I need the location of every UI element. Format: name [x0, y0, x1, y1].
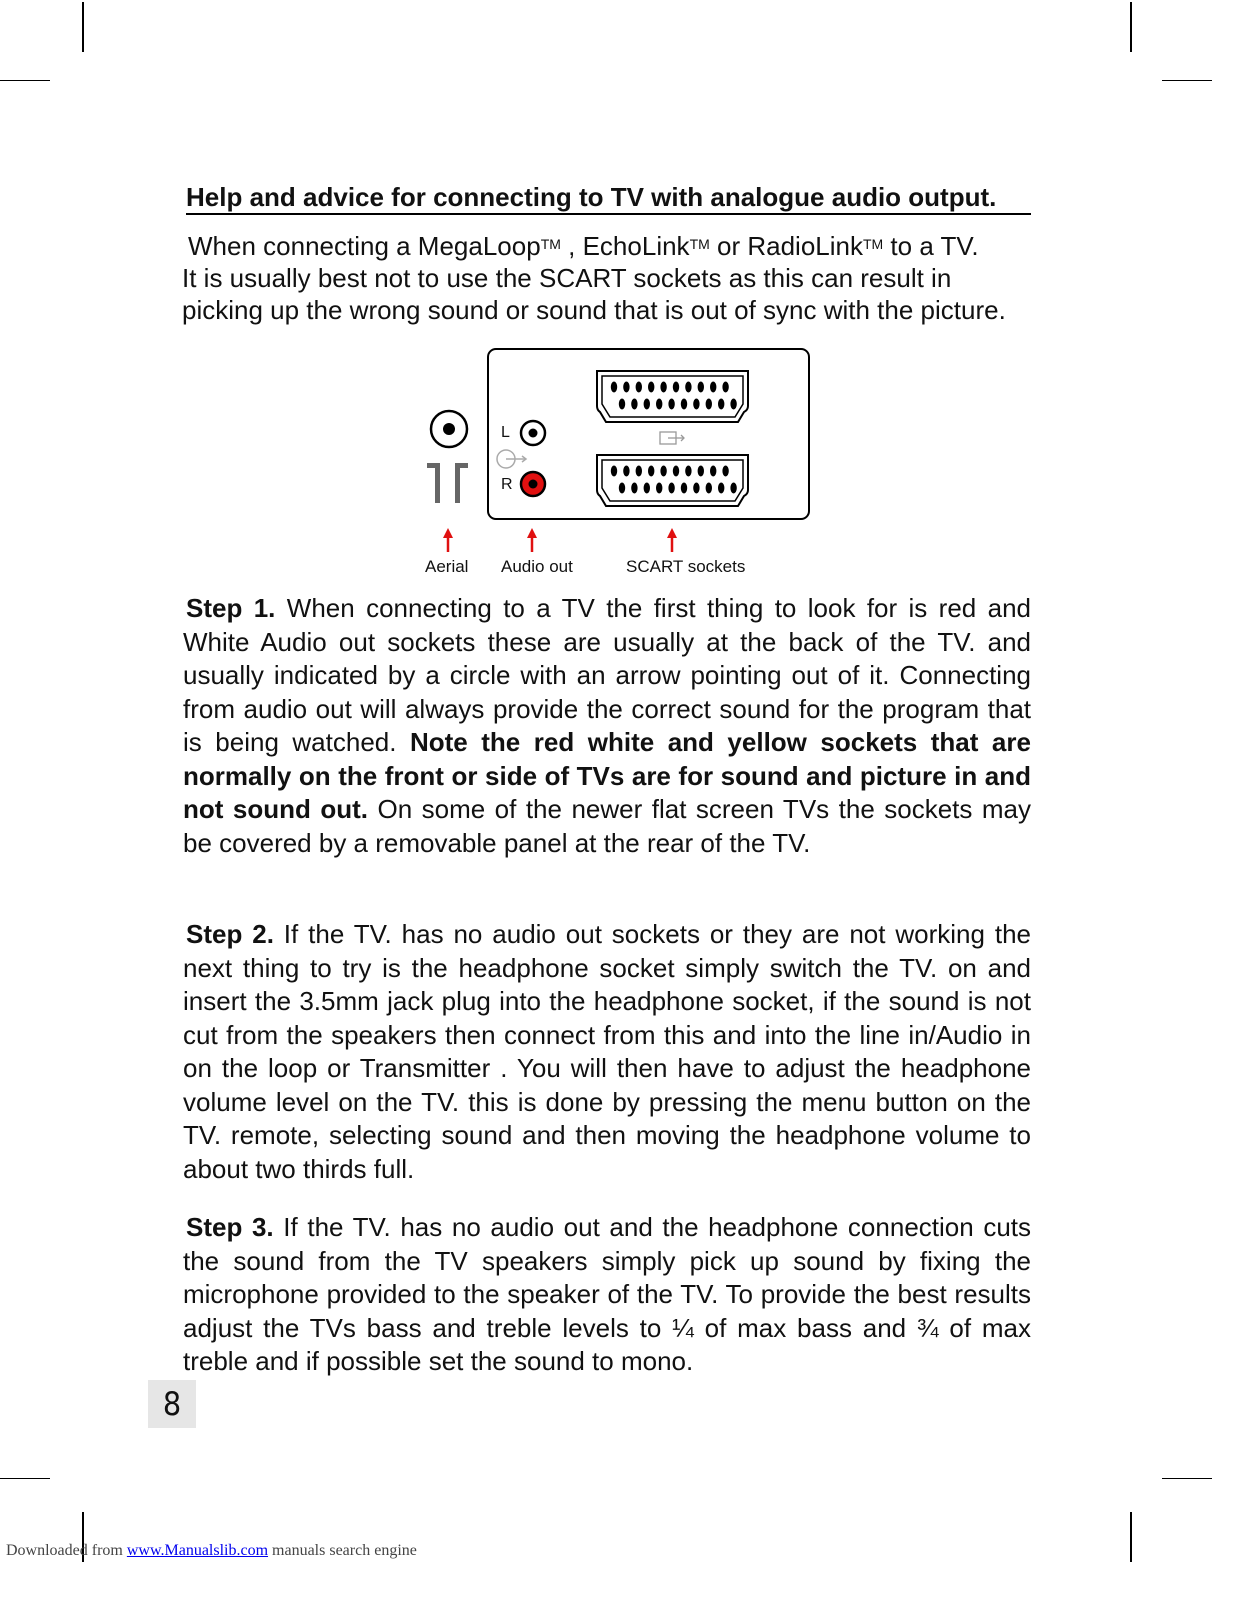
crop-mark [0, 1478, 50, 1479]
trademark: TM [540, 236, 561, 252]
scart-pin [644, 483, 650, 494]
scart-pin [685, 382, 691, 393]
label-left-channel: L [501, 424, 510, 441]
scart-pin [631, 483, 637, 494]
step-2-text: If the TV. has no audio out sockets or they are not working the next thing to try is the headphone socket simply switch the TV. on and insert the 3.5mm jack plug into the headphone socket, if the sound is not cut from the speakers then connect from this and into the line in/Audio in on the loop or Transmitter . You will then have to adjust the headphone volume level on the TV. this is done by pressing the menu button on the TV. remote, selecting sound and then moving the headphone volume to about two thirds full. [183, 919, 1031, 1184]
intro-text: to a TV. [883, 231, 979, 261]
intro-text: or RadioLink [709, 231, 863, 261]
step-1-paragraph [183, 592, 1031, 860]
scart-pin [730, 399, 736, 410]
scart-pin [706, 483, 712, 494]
scart-pin [611, 382, 617, 393]
scart-pin [681, 399, 687, 410]
scart-pin [648, 382, 654, 393]
scart-pin [730, 483, 736, 494]
scart-pin [660, 382, 666, 393]
audio-left-socket-icon [521, 421, 545, 445]
step-2-paragraph [183, 918, 1031, 1186]
scart-pin [636, 466, 642, 477]
intro-line-3: picking up the wrong sound or sound that is out of sync with the picture. [182, 295, 1006, 325]
trademark: TM [862, 236, 884, 252]
tv-connector-diagram [0, 0, 1237, 600]
download-footer [6, 1542, 417, 1560]
page-title: Help and advice for connecting to TV with analogue audio output. [186, 182, 1031, 215]
step-1-label: Step 1. [186, 593, 276, 623]
page-number: 8 [148, 1380, 196, 1428]
crop-mark [1162, 1478, 1212, 1479]
scart-pin [656, 399, 662, 410]
scart-pin [698, 466, 704, 477]
scart-pin [660, 466, 666, 477]
scart-pin [673, 466, 679, 477]
scart-pin [693, 483, 699, 494]
scart-pin [693, 399, 699, 410]
scart-socket-bottom-icon [597, 455, 748, 506]
scart-pin [636, 382, 642, 393]
scart-pin [718, 483, 724, 494]
scart-pin [706, 399, 712, 410]
scart-pin [710, 382, 716, 393]
scart-pin [644, 399, 650, 410]
arrow-scart-icon [667, 528, 677, 552]
step-1-text-end: On some of the newer flat screen TVs the sockets may be covered by a removable panel at the rear of the TV. [183, 794, 1031, 858]
scart-pin [656, 483, 662, 494]
step-1-text: When connecting to a TV the first thing to look for is red and White Audio out sockets these are usually at the back of the TV. and usually indicated by a circle with an arrow pointing out of it. Connecting from audio out will always provide the correct sound for the program that is being watched. [183, 593, 1032, 757]
caption-scart-sockets: SCART sockets [626, 557, 746, 576]
caption-audio-out: Audio out [501, 557, 573, 576]
scart-pin [710, 466, 716, 477]
scart-pin [619, 483, 625, 494]
footer-suffix: manuals search engine [268, 1542, 417, 1559]
scart-pin [698, 382, 704, 393]
scart-pin [611, 466, 617, 477]
intro-line-2: It is usually best not to use the SCART sockets as this can result in [182, 263, 952, 293]
arrow-audio-out-icon [527, 528, 537, 552]
scart-pin [668, 483, 674, 494]
footer-prefix: Downloaded from [6, 1542, 127, 1559]
scart-pin [722, 382, 728, 393]
scart-pin [648, 466, 654, 477]
scart-pin [685, 466, 691, 477]
scart-pin [722, 466, 728, 477]
step-1-note: Note the red white and yellow sockets that are normally on the front or side of TVs are for sound and picture in and not sound out. [183, 727, 1031, 824]
scart-pin [631, 399, 637, 410]
arrow-aerial-icon [443, 528, 453, 552]
scart-pin [718, 399, 724, 410]
caption-aerial: Aerial [425, 557, 469, 576]
aerial-symbol-icon [427, 463, 468, 503]
manualslib-link[interactable]: www.Manualslib.com [126, 1542, 269, 1559]
scart-socket-top-icon [597, 371, 748, 422]
step-3-paragraph [183, 1211, 1031, 1379]
scart-pin [619, 399, 625, 410]
audio-right-socket-icon [521, 472, 545, 496]
scart-pin [668, 399, 674, 410]
intro-text: When connecting a MegaLoop [188, 231, 541, 261]
trademark: TM [689, 236, 710, 252]
scart-pin [623, 466, 629, 477]
scart-pin [623, 382, 629, 393]
aerial-socket-icon [431, 411, 467, 447]
crop-mark [1130, 1512, 1132, 1562]
label-right-channel: R [501, 476, 513, 493]
step-2-label: Step 2. [186, 919, 274, 949]
scart-pin [681, 483, 687, 494]
scart-pin [673, 382, 679, 393]
intro-text: , EchoLink [560, 231, 690, 261]
step-3-text: If the TV. has no audio out and the headphone connection cuts the sound from the TV speakers simply pick up sound by fixing the microphone provided to the speaker of the TV. To provide the best results adjust the TVs bass and treble levels to ¼ of max bass and ¾ of max treble and if possible set the sound to mono. [183, 1212, 1032, 1376]
step-3-label: Step 3. [186, 1212, 274, 1242]
